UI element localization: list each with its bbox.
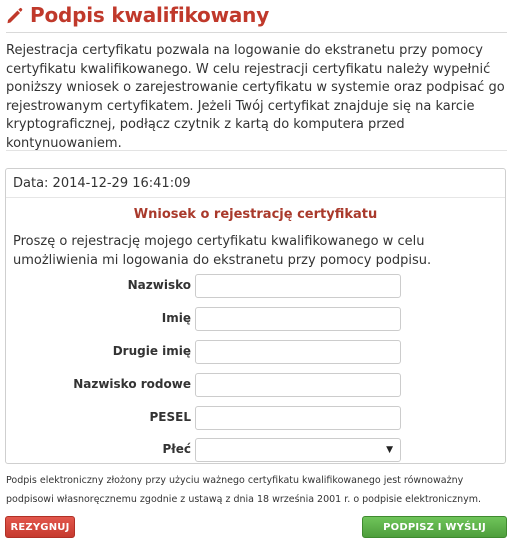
- form-row-second-name: [6, 340, 506, 364]
- date-line: Data: 2014-12-29 16:41:09: [6, 169, 505, 198]
- title-divider: [6, 32, 507, 33]
- first-name-label: Imię: [161, 311, 191, 325]
- page-title: [6, 3, 269, 27]
- sign-and-send-button[interactable]: PODPISZ I WYŚLIJ WNIOSEK: [362, 516, 507, 538]
- legal-notice: Podpis elektroniczny złożony przy użyciu ważnego certyfikatu kwalifikowanego jest równoważny podpisowi własnoręcznemu zgodnie z ustawą z dnia 18 września 2001 r. o podpisie elektronicznym.: [6, 475, 481, 505]
- pencil-icon: [6, 5, 23, 25]
- intro-text: Rejestracja certyfikatu pozwala na logowanie do ekstranetu przy pomocy certyfikatu kwalifikowanego. W celu rejestracji certyfikatu należy wypełnić poniższy wniosek o zarejestrowanie certyfikatu w systemie oraz podpisać go rejestrowanym certyfikatem. Jeżeli Twój certyfikat znajduje się na karcie kryptograficznej, podłącz czytnik z kartą do komputera przed kontynuowaniem.: [6, 43, 505, 151]
- form-heading: Wniosek o rejestrację certyfikatu: [133, 207, 378, 222]
- surname-input[interactable]: [195, 274, 401, 298]
- cancel-button[interactable]: REZYGNUJ: [5, 516, 75, 538]
- request-text: Proszę o rejestrację mojego certyfikatu kwalifikowanego w celu umożliwienia mi logowania do ekstranetu przy pomocy podpisu.: [13, 234, 432, 268]
- gender-select[interactable]: [195, 438, 401, 462]
- second-name-input[interactable]: [195, 340, 401, 364]
- family-name-label: Nazwisko rodowe: [73, 377, 191, 391]
- registration-panel: [5, 168, 506, 464]
- pesel-input[interactable]: [195, 406, 401, 430]
- form-row-family-name: [6, 373, 506, 397]
- form-row-pesel: [6, 406, 506, 430]
- form-row-first-name: [6, 307, 506, 331]
- pesel-label: PESEL: [149, 410, 191, 424]
- second-name-label: Drugie imię: [112, 344, 191, 358]
- form-row-surname: [6, 274, 506, 298]
- form-row-gender: [6, 438, 506, 462]
- surname-label: Nazwisko: [127, 278, 191, 292]
- caret-down-icon: ▼: [386, 445, 393, 455]
- family-name-input[interactable]: [195, 373, 401, 397]
- gender-label: Płeć: [162, 442, 191, 456]
- first-name-input[interactable]: [195, 307, 401, 331]
- page-title-text: Podpis kwalifikowany: [30, 3, 270, 27]
- section-divider: [6, 150, 507, 151]
